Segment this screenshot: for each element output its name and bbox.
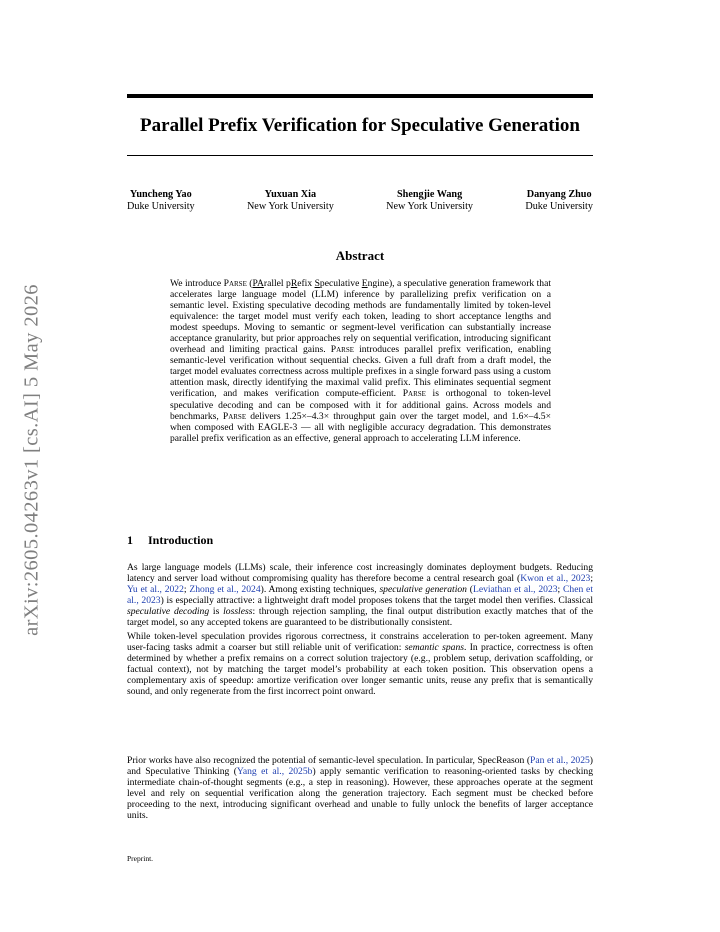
parse-name: Parse bbox=[402, 388, 426, 400]
intro-paragraph-1: As large language models (LLMs) scale, their inference cost increasingly dominates deployment budgets. Reducing latency and server load without compromising quality has therefore become a central research goal (Kwon et al., 2023; Yu et al., 2022; Zhong et al., 2024). Among existing techniques, speculative generation (Leviathan et al., 2023; Chen et al., 2023) is especially attractive: a lightweight draft model proposes tokens that the target model then verifies. Classical speculative decoding is lossless: through rejection sampling, the final output distribution exactly matches that of the target model, so any accepted tokens are guaranteed to be distributionally consistent. bbox=[127, 562, 594, 629]
citation-link[interactable]: Yang et al., 2025b bbox=[236, 766, 313, 778]
title-bottom-rule bbox=[127, 155, 593, 156]
abstract-heading: Abstract bbox=[335, 248, 385, 263]
author-block bbox=[247, 189, 334, 213]
author-affiliation: New York University bbox=[386, 201, 474, 212]
citation-link[interactable]: Chen et al., 2023 bbox=[127, 584, 593, 607]
section-title: Introduction bbox=[148, 533, 214, 547]
arxiv-side-stamp bbox=[14, 255, 50, 665]
author-affiliation: New York University bbox=[246, 201, 334, 212]
paper-title: Parallel Prefix Verification for Speculative Generation bbox=[140, 115, 580, 136]
author-name: Danyang Zhuo bbox=[526, 189, 592, 200]
author-list bbox=[127, 189, 593, 213]
arxiv-identifier: arXiv:2605.04263v1 [cs.AI] 5 May 2026 bbox=[20, 284, 43, 636]
author-name: Shengjie Wang bbox=[396, 189, 463, 200]
author-affiliation: Duke University bbox=[127, 201, 195, 212]
section-heading-introduction bbox=[127, 533, 593, 548]
author-name: Yuxuan Xia bbox=[264, 189, 317, 200]
intro-paragraph-2: While token-level speculation provides rigorous correctness, it constrains acceleration to per-token agreement. Many user-facing tasks admit a coarser but still reliable unit of verification: semantic spans. In practice, correctness is often determined by whether a prefix remains on a correct solution trajectory (e.g., problem setup, derivation scaffolding, or factual context), not by matching the target model’s probability at each token position. This observation opens a complementary axis of speedup: amortize verification over longer semantic units, reuse any prefix that is semantically sound, and only regenerate from the first incorrect point onward. bbox=[127, 631, 594, 698]
section-number: 1 bbox=[127, 533, 133, 547]
author-block bbox=[525, 189, 593, 213]
abstract-text: We introduce Parse (PArallel pRefix Speculative Engine), a speculative generation framework that accelerates large language model (LLM) inference by parallelizing prefix verification on a semantic level. Existing speculative decoding methods are fundamentally limited by token-level equivalence: the target model must verify each token, leading to short acceptance lengths and modest speedups. Moving to semantic or segment-level verification can substantially increase acceptance granularity, but prior approaches rely on sequential verification, introducing significant overhead and limiting practical gains. Parse introduces parallel prefix verification, enabling semantic-level verification without sequential checks. Given a full draft from a draft model, the target model evaluates correctness across multiple prefixes in a single forward pass using a custom attention mask, directly identifying the maximal valid prefix. This eliminates sequential segment verification, and makes verification compute-efficient. Parse is orthogonal to token-level speculative decoding and can be composed with it for additional gains. Across models and benchmarks, Parse delivers 1.25×–4.3× throughput gain over the target model, and 1.6×–4.5× when composed with EAGLE-3 — all with negligible accuracy degradation. This demonstrates parallel prefix verification as an effective, general approach to accelerating LLM inference. bbox=[170, 278, 552, 444]
citation-link[interactable]: Pan et al., 2025 bbox=[530, 755, 590, 766]
citation-link[interactable]: Yu et al., 2022 bbox=[127, 584, 184, 596]
author-block bbox=[127, 189, 195, 213]
author-block bbox=[386, 189, 473, 213]
intro-paragraph-3: Prior works have also recognized the potential of semantic-level speculation. In particular, SpecReason (Pan et al., 2025) and Speculative Thinking (Yang et al., 2025b) apply semantic verification to reasoning-oriented tasks by checking intermediate chain-of-thought segments (e.g., a step in reasoning). However, these approaches operate at the segment level and rely on sequential verification along the generation trajectory. Each segment must be checked before proceeding to the next, introducing significant overhead and unable to fully unlock the benefits of larger acceptance units. bbox=[127, 755, 593, 822]
title-top-rule bbox=[127, 94, 593, 98]
parse-name: Parse bbox=[223, 278, 247, 289]
parse-name: Parse bbox=[222, 410, 247, 422]
citation-link[interactable]: Leviathan et al., 2023 bbox=[472, 584, 558, 596]
author-affiliation: Duke University bbox=[525, 201, 593, 212]
preprint-footer: Preprint. bbox=[127, 854, 154, 863]
parse-name: Parse bbox=[330, 344, 354, 356]
citation-link[interactable]: Kwon et al., 2023 bbox=[520, 573, 591, 585]
author-name: Yuncheng Yao bbox=[129, 189, 192, 200]
citation-link[interactable]: Zhong et al., 2024 bbox=[189, 584, 261, 596]
